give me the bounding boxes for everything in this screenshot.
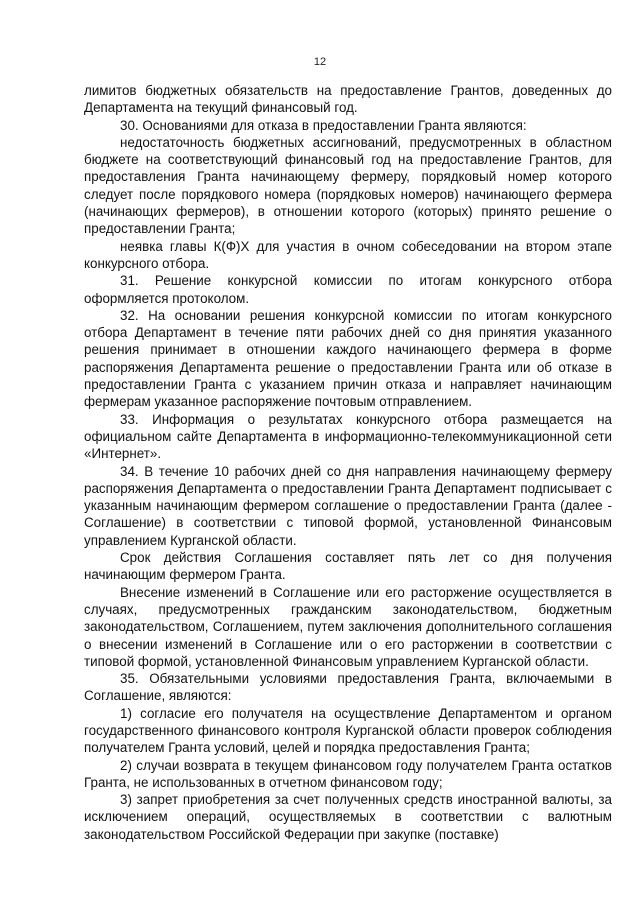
paragraph-32-department-decision: 32. На основании решения конкурсной комиссии по итогам конкурсного отбора Департамент в течение пяти рабочих дней со дня принятия указанного решения принимает в отношении каждого начинающего фермера в форме распоряжения Департамента решение о предоставлении Гранта или об отказе в предоставлении Гранта с указанием причин отказа и направляет начинающим фермерам указанное распоряжение почтовым отправлением.	[84, 307, 612, 410]
paragraph-34-agreement-signing: 34. В течение 10 рабочих дней со дня направления начинающему фермеру распоряжения Департамента о предоставлении Гранта Департамент подписывает с указанным начинающим фермером соглашение о предоставлении Гранта (далее - Соглашение) в соответствии с типовой формой, установленной Финансовым управлением Курганской области.	[84, 463, 612, 548]
paragraph-31-commission-decision: 31. Решение конкурсной комиссии по итогам конкурсного отбора оформляется протоколом.	[84, 273, 612, 306]
document-body	[84, 82, 612, 843]
paragraph-agreement-term: Срок действия Соглашения составляет пять лет со дня получения начинающим фермером Гранта.	[84, 550, 612, 583]
paragraph-condition-3-currency-ban: 3) запрет приобретения за счет полученных средств иностранной валюты, за исключением операций, осуществляемых в соответствии с валютным законодательством Российской Федерации при закупке (поставке)	[84, 792, 612, 842]
page-number: 12	[313, 56, 327, 68]
paragraph-condition-2-refund: 2) случаи возврата в текущем финансовом году получателем Гранта остатков Гранта, не использованных в отчетном финансовом году;	[84, 757, 612, 790]
paragraph-agreement-amendments: Внесение изменений в Соглашение или его расторжение осуществляется в случаях, предусмотренных гражданским законодательством, бюджетным законодательством, Соглашением, путем заключения дополнительного соглашения о внесении изменений в Соглашение или о его расторжении в соответствии с типовой формой, установленной Финансовым управлением Курганской области.	[84, 584, 612, 669]
paragraph-33-results-publication: 33. Информация о результатах конкурсного отбора размещается на официальном сайте Департамента в информационно-телекоммуникационной сети «Интернет».	[84, 411, 612, 462]
paragraph-no-show-interview: неявка главы К(Ф)Х для участия в очном собеседовании на втором этапе конкурсного отбора.	[84, 238, 612, 271]
paragraph-35-mandatory-conditions: 35. Обязательными условиями предоставления Гранта, включаемыми в Соглашение, являются:	[84, 671, 612, 704]
paragraph-insufficient-allocations: недостаточность бюджетных ассигнований, предусмотренных в областном бюджете на соответствующий финансовый год на предоставление Грантов, для предоставления Гранта начинающему фермеру, порядковый номер которого следует после порядкового номера (порядковых номеров) начинающего фермера (начинающих фермеров), в отношении которого (которых) принято решение о предоставлении Гранта;	[84, 134, 612, 237]
paragraph-budget-limits: лимитов бюджетных обязательств на предоставление Грантов, доведенных до Департамента на текущий финансовый год.	[84, 83, 612, 116]
paragraph-condition-1-consent: 1) согласие его получателя на осуществление Департаментом и органом государственного финансового контроля Курганской области проверок соблюдения получателем Гранта условий, целей и порядка предоставления Гранта;	[84, 705, 612, 756]
paragraph-30-refusal-grounds: 30. Основаниями для отказа в предоставлении Гранта являются:	[120, 117, 527, 133]
